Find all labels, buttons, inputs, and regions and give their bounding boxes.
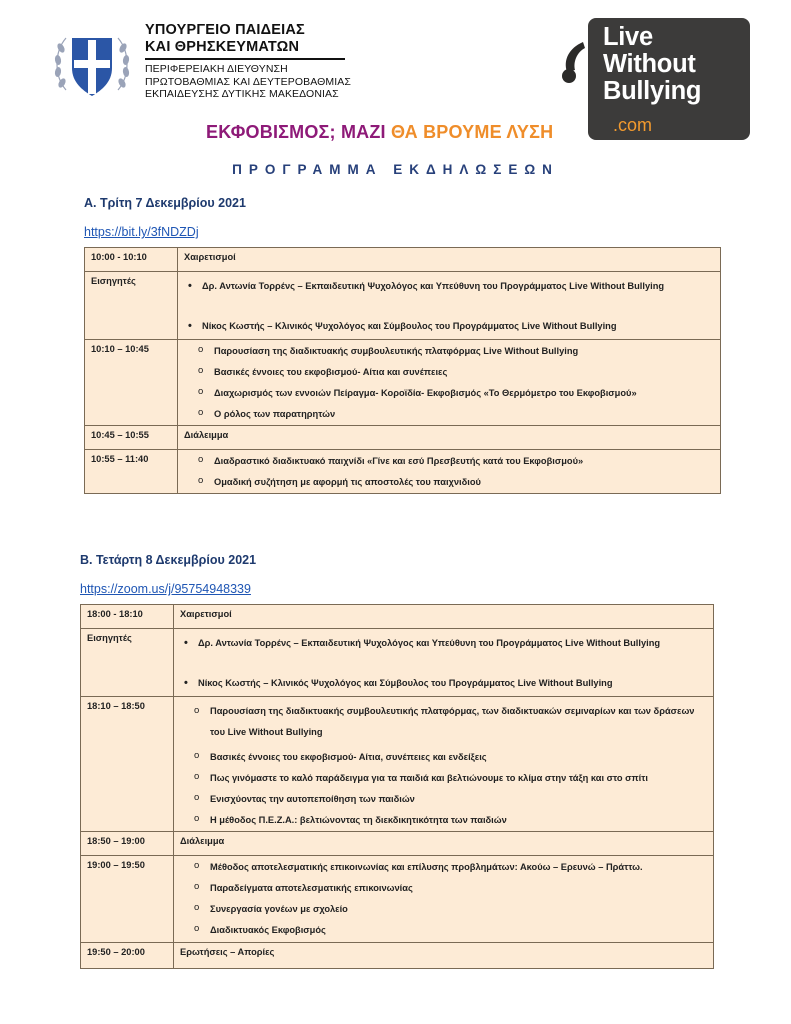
table-row [85, 340, 721, 426]
speaker-item: • Νίκος Κωστής – Κλινικός Ψυχολόγος και Σύμβουλος του Προγράμματος Live Without Bullying [180, 676, 707, 690]
list-item: o Πως γινόμαστε το καλό παράδειγμα για τα παιδιά και βελτιώνουμε το κλίμα στην τάξη και στο σπίτι [180, 771, 707, 785]
campaign-slogan [206, 122, 553, 143]
speaker-item: • Δρ. Αντωνία Τορρένς – Εκπαιδευτική Ψυχολόγος και Υπεύθυνη του Προγράμματος Live Without Bullying [184, 279, 714, 293]
row-time: 18:00 - 18:10 [81, 605, 174, 629]
row-text: Διάλειμμα [178, 426, 721, 450]
row-time: 19:50 – 20:00 [81, 943, 174, 969]
table-row [85, 426, 721, 450]
directorate-line1: ΠΕΡΙΦΕΡΕΙΑΚΗ ΔΙΕΥΘΥΝΣΗ [145, 63, 288, 75]
schedule-table-b [80, 604, 714, 969]
section-a-link[interactable]: https://bit.ly/3fNDZDj [84, 225, 199, 239]
lwb-logo [555, 18, 750, 140]
items-cell [178, 340, 721, 426]
lwb-logo-com: .com [613, 115, 653, 135]
ministry-divider [145, 58, 345, 60]
lwb-word-without: Without [603, 50, 696, 78]
list-item: o Διαχωρισμός των εννοιών Πείραγμα- Κοροϊδία- Εκφοβισμός «Το Θερμόμετρο του Εκφοβισμού» [184, 386, 714, 400]
list-item: o Μέθοδος αποτελεσματικής επικοινωνίας και επίλυσης προβλημάτων: Ακούω – Ερευνώ – Πράττω. [180, 860, 707, 874]
row-time: 10:10 – 10:45 [85, 340, 178, 426]
lwb-word-live: Live [603, 23, 653, 51]
table-row [81, 629, 714, 697]
row-time: 18:10 – 18:50 [81, 697, 174, 832]
row-text: Ερωτήσεις – Απορίες [174, 943, 714, 969]
greek-coat-of-arms-icon [52, 24, 132, 104]
table-row [81, 856, 714, 943]
row-time: 10:55 – 11:40 [85, 450, 178, 494]
table-row [81, 943, 714, 969]
ministry-name-line1: ΥΠΟΥΡΓΕΙΟ ΠΑΙΔΕΙΑΣ [145, 22, 305, 38]
row-text: Χαιρετισμοί [178, 248, 721, 272]
row-time: 10:00 - 10:10 [85, 248, 178, 272]
lwb-word-bullying: Bullying [603, 77, 702, 105]
table-row [81, 697, 714, 832]
directorate-line2: ΠΡΩΤΟΒΑΘΜΙΑΣ ΚΑΙ ΔΕΥΤΕΡΟΒΑΘΜΙΑΣ [145, 75, 351, 88]
speakers-cell [178, 272, 721, 340]
list-item: o Βασικές έννοιες του εκφοβισμού- Αίτια και συνέπειες [184, 365, 714, 379]
row-time: 18:50 – 19:00 [81, 832, 174, 856]
speakers-cell [174, 629, 714, 697]
list-item: o Βασικές έννοιες του εκφοβισμού- Αίτια, συνέπειες και ενδείξεις [180, 750, 707, 764]
items-cell [174, 697, 714, 832]
speaker-item: • Δρ. Αντωνία Τορρένς – Εκπαιδευτική Ψυχολόγος και Υπεύθυνη του Προγράμματος Live Without Bullying [180, 636, 707, 650]
table-row [81, 832, 714, 856]
row-text: Χαιρετισμοί [174, 605, 714, 629]
list-item: o Διαδικτυακός Εκφοβισμός [180, 923, 707, 937]
list-item: o Συνεργασία γονέων με σχολείο [180, 902, 707, 916]
list-item: o Ομαδική συζήτηση με αφορμή τις αποστολές του παιχνιδιού [184, 475, 714, 489]
list-item: o Παρουσίαση της διαδικτυακής συμβουλευτικής πλατφόρμας Live Without Bullying [184, 344, 714, 358]
list-item: o Παραδείγματα αποτελεσματικής επικοινωνίας [180, 881, 707, 895]
list-item: o Διαδραστικό διαδικτυακό παιχνίδι «Γίνε και εσύ Πρεσβευτής κατά του Εκφοβισμού» [184, 454, 714, 468]
schedule-table-a [84, 247, 721, 494]
section-a-heading: Α. Τρίτη 7 Δεκεμβρίου 2021 [84, 196, 246, 210]
list-item: o Ενισχύοντας την αυτοπεποίθηση των παιδιών [180, 792, 707, 806]
items-cell [178, 450, 721, 494]
section-b-link[interactable]: https://zoom.us/j/95754948339 [80, 582, 251, 596]
table-row [85, 272, 721, 340]
speech-quote-icon [555, 38, 587, 94]
items-cell [174, 856, 714, 943]
speaker-item: • Νίκος Κωστής – Κλινικός Ψυχολόγος και Σύμβουλος του Προγράμματος Live Without Bullying [184, 319, 714, 333]
row-time: Εισηγητές [81, 629, 174, 697]
slogan-part-orange: ΘΑ ΒΡΟΥΜΕ ΛΥΣΗ [390, 122, 554, 142]
row-text: Διάλειμμα [174, 832, 714, 856]
table-row [85, 450, 721, 494]
section-b-heading: Β. Τετάρτη 8 Δεκεμβρίου 2021 [80, 553, 257, 567]
list-item: o Η μέθοδος Π.Ε.Ζ.Α.: βελτιώνοντας τη διεκδικητικότητα των παιδιών [180, 813, 707, 827]
ministry-name-line2: ΚΑΙ ΘΡΗΣΚΕΥΜΑΤΩΝ [145, 39, 300, 55]
list-item: o Παρουσίαση της διαδικτυακής συμβουλευτικής πλατφόρμας, των διαδικτυακών σεμιναρίων και των δράσεων του Live Without Bullying [180, 701, 707, 743]
row-time: 10:45 – 10:55 [85, 426, 178, 450]
program-title: ΠΡΟΓΡΑΜΜΑ ΕΚΔΗΛΩΣΕΩΝ [232, 162, 559, 177]
ministry-header [145, 22, 351, 101]
table-row [81, 605, 714, 629]
slogan-part-purple: ΕΚΦΟΒΙΣΜΟΣ; ΜΑΖΙ [206, 122, 386, 142]
list-item: o Ο ρόλος των παρατηρητών [184, 407, 714, 421]
table-row [85, 248, 721, 272]
directorate-line3: ΕΚΠΑΙΔΕΥΣΗΣ ΔΥΤΙΚΗΣ ΜΑΚΕΔΟΝΙΑΣ [145, 88, 339, 100]
lwb-logo-text [603, 24, 701, 105]
row-time: Εισηγητές [85, 272, 178, 340]
row-time: 19:00 – 19:50 [81, 856, 174, 943]
